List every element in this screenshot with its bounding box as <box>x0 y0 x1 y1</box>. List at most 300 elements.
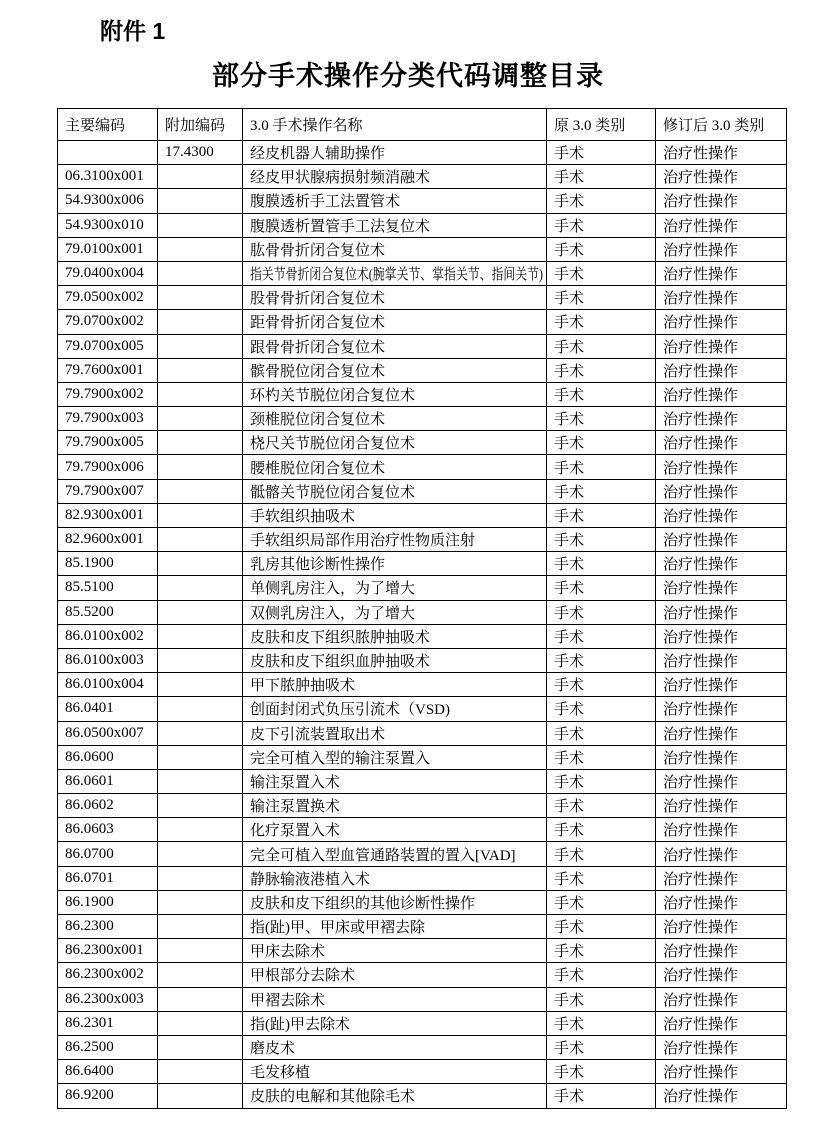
cell-operation-name <box>243 407 547 431</box>
cell-operation-name-text: 腹膜透析置管手工法复位术 <box>250 218 431 235</box>
cell-main-code-text: 79.7900x002 <box>65 385 144 402</box>
cell-original-category <box>547 624 656 648</box>
cell-main-code <box>58 1035 158 1059</box>
cell-main-code <box>58 165 158 189</box>
cell-operation-name <box>243 939 547 963</box>
cell-main-code <box>58 382 158 406</box>
cell-original-category-text: 手术 <box>554 242 585 259</box>
table-row <box>58 261 787 285</box>
cell-main-code <box>58 769 158 793</box>
cell-original-category <box>547 890 656 914</box>
cell-operation-name-text: 指(趾)甲去除术 <box>250 1016 350 1033</box>
cell-main-code <box>58 624 158 648</box>
cell-original-category <box>547 189 656 213</box>
cell-additional-code <box>158 552 243 576</box>
cell-main-code-text: 86.0401 <box>65 700 114 717</box>
cell-operation-name-text: 髌骨脱位闭合复位术 <box>250 363 386 380</box>
cell-revised-category <box>656 794 787 818</box>
cell-revised-category-text: 治疗性操作 <box>663 968 739 985</box>
cell-operation-name-text: 双侧乳房注入，为了增大 <box>250 605 416 622</box>
cell-revised-category <box>656 600 787 624</box>
cell-additional-code <box>158 455 243 479</box>
header-additional-code: 附加编码 <box>158 109 243 141</box>
cell-original-category <box>547 576 656 600</box>
cell-operation-name <box>243 1084 547 1108</box>
code-adjustment-table <box>57 108 787 1109</box>
cell-additional-code <box>158 237 243 261</box>
cell-revised-category-text: 治疗性操作 <box>663 339 739 356</box>
cell-main-code-text: 86.0602 <box>65 797 114 814</box>
cell-original-category <box>547 431 656 455</box>
cell-additional-code <box>158 431 243 455</box>
cell-additional-code <box>158 1011 243 1035</box>
table-row <box>58 455 787 479</box>
cell-main-code <box>58 261 158 285</box>
cell-original-category-text: 手术 <box>554 339 585 356</box>
cell-main-code <box>58 407 158 431</box>
cell-original-category <box>547 1084 656 1108</box>
cell-main-code <box>58 552 158 576</box>
cell-original-category-text: 手术 <box>554 1041 585 1058</box>
table-row <box>58 915 787 939</box>
table-header-row <box>58 109 787 141</box>
cell-original-category-text: 手术 <box>554 557 585 574</box>
cell-revised-category-text: 治疗性操作 <box>663 750 739 767</box>
cell-revised-category-text: 治疗性操作 <box>663 315 739 332</box>
cell-main-code-text: 79.7900x006 <box>65 458 144 475</box>
cell-revised-category-text: 治疗性操作 <box>663 267 739 284</box>
cell-original-category <box>547 479 656 503</box>
table-row <box>58 987 787 1011</box>
table-row <box>58 334 787 358</box>
cell-additional-code <box>158 213 243 237</box>
cell-revised-category <box>656 310 787 334</box>
cell-main-code <box>58 237 158 261</box>
cell-additional-code <box>158 141 243 165</box>
cell-operation-name-text: 创面封闭式负压引流术（VSD) <box>250 702 451 719</box>
cell-revised-category-text: 治疗性操作 <box>663 460 739 477</box>
cell-operation-name-text: 输注泵置入术 <box>250 774 341 791</box>
cell-original-category <box>547 528 656 552</box>
cell-revised-category-text: 治疗性操作 <box>663 702 739 719</box>
cell-revised-category-text: 治疗性操作 <box>663 992 739 1009</box>
table-header <box>58 109 787 141</box>
cell-original-category <box>547 818 656 842</box>
cell-main-code <box>58 721 158 745</box>
cell-operation-name <box>243 165 547 189</box>
cell-original-category-text: 手术 <box>554 484 585 501</box>
cell-main-code <box>58 673 158 697</box>
cell-original-category <box>547 769 656 793</box>
cell-original-category <box>547 745 656 769</box>
cell-main-code <box>58 794 158 818</box>
cell-main-code-text: 85.1900 <box>65 555 114 572</box>
cell-revised-category-text: 治疗性操作 <box>663 920 739 937</box>
cell-operation-name-text: 骶髂关节脱位闭合复位术 <box>250 484 416 501</box>
cell-main-code <box>58 915 158 939</box>
cell-operation-name <box>243 503 547 527</box>
cell-main-code <box>58 431 158 455</box>
cell-revised-category <box>656 503 787 527</box>
cell-additional-code <box>158 794 243 818</box>
cell-operation-name <box>243 915 547 939</box>
cell-operation-name-text: 化疗泵置入术 <box>250 823 341 840</box>
cell-operation-name-text: 甲褶去除术 <box>250 992 326 1009</box>
table-row <box>58 769 787 793</box>
cell-operation-name-text: 腰椎脱位闭合复位术 <box>250 460 386 477</box>
table-row <box>58 237 787 261</box>
cell-revised-category <box>656 721 787 745</box>
cell-revised-category-text: 治疗性操作 <box>663 1065 739 1082</box>
cell-main-code-text: 86.1900 <box>65 893 114 910</box>
cell-additional-code <box>158 866 243 890</box>
table-row <box>58 407 787 431</box>
cell-revised-category-text: 治疗性操作 <box>663 1089 739 1106</box>
cell-additional-code <box>158 576 243 600</box>
cell-original-category-text: 手术 <box>554 581 585 598</box>
table-row <box>58 1035 787 1059</box>
cell-original-category <box>547 600 656 624</box>
cell-operation-name-text: 皮下引流装置取出术 <box>250 726 386 743</box>
cell-original-category-text: 手术 <box>554 847 585 864</box>
cell-revised-category <box>656 673 787 697</box>
cell-revised-category-text: 治疗性操作 <box>663 629 739 646</box>
cell-operation-name <box>243 963 547 987</box>
cell-additional-code <box>158 189 243 213</box>
cell-original-category-text: 手术 <box>554 194 585 211</box>
cell-additional-code <box>158 165 243 189</box>
cell-revised-category-text: 治疗性操作 <box>663 871 739 888</box>
cell-revised-category-text: 治疗性操作 <box>663 944 739 961</box>
cell-revised-category <box>656 213 787 237</box>
cell-revised-category <box>656 939 787 963</box>
cell-main-code <box>58 842 158 866</box>
table-row <box>58 721 787 745</box>
cell-original-category <box>547 286 656 310</box>
cell-main-code <box>58 648 158 672</box>
cell-main-code-text: 86.0601 <box>65 772 114 789</box>
cell-original-category-text: 手术 <box>554 920 585 937</box>
cell-main-code-text: 86.2300x002 <box>65 966 144 983</box>
cell-original-category-text: 手术 <box>554 895 585 912</box>
cell-revised-category-text: 治疗性操作 <box>663 581 739 598</box>
table-row <box>58 382 787 406</box>
cell-revised-category <box>656 455 787 479</box>
cell-original-category <box>547 915 656 939</box>
cell-operation-name-text: 肱骨骨折闭合复位术 <box>250 242 386 259</box>
cell-main-code-text: 79.7900x005 <box>65 434 144 451</box>
header-operation-name: 3.0 手术操作名称 <box>243 109 547 141</box>
cell-operation-name <box>243 866 547 890</box>
cell-original-category-text: 手术 <box>554 291 585 308</box>
cell-original-category-text: 手术 <box>554 944 585 961</box>
cell-revised-category <box>656 818 787 842</box>
cell-original-category-text: 手术 <box>554 460 585 477</box>
cell-main-code-text: 54.9300x006 <box>65 192 144 209</box>
cell-revised-category <box>656 842 787 866</box>
cell-additional-code <box>158 1035 243 1059</box>
cell-additional-code <box>158 358 243 382</box>
cell-revised-category-text: 治疗性操作 <box>663 774 739 791</box>
cell-operation-name-text: 完全可植入型血管通路装置的置入[VAD] <box>250 847 516 864</box>
table-row <box>58 890 787 914</box>
header-original-category: 原 3.0 类别 <box>547 109 656 141</box>
cell-revised-category-text: 治疗性操作 <box>663 508 739 525</box>
table-row <box>58 963 787 987</box>
table-row <box>58 213 787 237</box>
cell-revised-category-text: 治疗性操作 <box>663 436 739 453</box>
header-revised-category: 修订后 3.0 类别 <box>656 109 787 141</box>
cell-main-code <box>58 1011 158 1035</box>
cell-revised-category <box>656 431 787 455</box>
cell-operation-name <box>243 673 547 697</box>
cell-operation-name <box>243 455 547 479</box>
cell-additional-code <box>158 600 243 624</box>
cell-revised-category-text: 治疗性操作 <box>663 678 739 695</box>
cell-main-code <box>58 890 158 914</box>
cell-main-code-text: 54.9300x010 <box>65 216 144 233</box>
cell-operation-name <box>243 648 547 672</box>
cell-revised-category-text: 治疗性操作 <box>663 194 739 211</box>
cell-operation-name-text: 跟骨骨折闭合复位术 <box>250 339 386 356</box>
cell-operation-name-text: 指关节骨折闭合复位术(腕掌关节、掌指关节、指间关节) <box>250 267 543 284</box>
cell-operation-name-text: 乳房其他诊断性操作 <box>250 557 386 574</box>
cell-revised-category <box>656 237 787 261</box>
cell-revised-category <box>656 1035 787 1059</box>
cell-operation-name <box>243 479 547 503</box>
cell-additional-code <box>158 963 243 987</box>
cell-revised-category <box>656 1084 787 1108</box>
cell-revised-category-text: 治疗性操作 <box>663 533 739 550</box>
cell-additional-code <box>158 721 243 745</box>
cell-revised-category-text: 治疗性操作 <box>663 218 739 235</box>
cell-additional-code <box>158 842 243 866</box>
cell-original-category <box>547 721 656 745</box>
cell-operation-name <box>243 624 547 648</box>
cell-revised-category-text: 治疗性操作 <box>663 363 739 380</box>
cell-operation-name-text: 腹膜透析手工法置管术 <box>250 194 401 211</box>
cell-original-category-text: 手术 <box>554 1065 585 1082</box>
cell-revised-category-text: 治疗性操作 <box>663 895 739 912</box>
cell-main-code <box>58 455 158 479</box>
cell-main-code <box>58 1060 158 1084</box>
cell-main-code <box>58 141 158 165</box>
cell-original-category <box>547 358 656 382</box>
cell-operation-name <box>243 358 547 382</box>
cell-revised-category-text: 治疗性操作 <box>663 412 739 429</box>
cell-main-code <box>58 963 158 987</box>
cell-additional-code <box>158 818 243 842</box>
cell-main-code-text: 82.9600x001 <box>65 531 144 548</box>
header-main-code: 主要编码 <box>58 109 158 141</box>
cell-main-code-text: 85.5100 <box>65 579 114 596</box>
cell-revised-category <box>656 769 787 793</box>
table-row <box>58 842 787 866</box>
cell-additional-code <box>158 310 243 334</box>
cell-revised-category <box>656 382 787 406</box>
cell-additional-code <box>158 1084 243 1108</box>
cell-main-code <box>58 528 158 552</box>
table-row <box>58 818 787 842</box>
cell-main-code <box>58 189 158 213</box>
cell-main-code <box>58 745 158 769</box>
cell-main-code-text: 85.5200 <box>65 603 114 620</box>
cell-revised-category <box>656 963 787 987</box>
cell-revised-category-text: 治疗性操作 <box>663 557 739 574</box>
cell-operation-name <box>243 141 547 165</box>
cell-original-category-text: 手术 <box>554 387 585 404</box>
cell-main-code-text: 86.0100x003 <box>65 652 144 669</box>
cell-main-code <box>58 939 158 963</box>
cell-operation-name <box>243 310 547 334</box>
cell-main-code-text: 86.0700 <box>65 845 114 862</box>
cell-additional-code <box>158 769 243 793</box>
cell-main-code <box>58 697 158 721</box>
cell-original-category-text: 手术 <box>554 363 585 380</box>
cell-original-category-text: 手术 <box>554 654 585 671</box>
cell-operation-name-text: 完全可植入型的输注泵置入 <box>250 750 431 767</box>
cell-main-code-text: 79.0100x001 <box>65 240 144 257</box>
cell-original-category <box>547 1035 656 1059</box>
cell-original-category <box>547 1060 656 1084</box>
cell-main-code-text: 86.2300x003 <box>65 990 144 1007</box>
cell-original-category <box>547 503 656 527</box>
cell-main-code-text: 86.0100x004 <box>65 676 144 693</box>
cell-revised-category-text: 治疗性操作 <box>663 823 739 840</box>
cell-original-category-text: 手术 <box>554 702 585 719</box>
cell-revised-category <box>656 407 787 431</box>
cell-main-code-text: 79.0700x002 <box>65 313 144 330</box>
cell-main-code <box>58 818 158 842</box>
cell-revised-category <box>656 866 787 890</box>
cell-operation-name-text: 股骨骨折闭合复位术 <box>250 291 386 308</box>
cell-main-code-text: 86.2301 <box>65 1014 114 1031</box>
cell-operation-name <box>243 261 547 285</box>
table-row <box>58 165 787 189</box>
cell-original-category-text: 手术 <box>554 508 585 525</box>
cell-revised-category <box>656 745 787 769</box>
cell-revised-category <box>656 141 787 165</box>
cell-main-code-text: 86.0100x002 <box>65 627 144 644</box>
cell-main-code <box>58 479 158 503</box>
cell-main-code-text: 79.0700x005 <box>65 337 144 354</box>
cell-original-category <box>547 213 656 237</box>
cell-additional-code <box>158 624 243 648</box>
cell-revised-category-text: 治疗性操作 <box>663 654 739 671</box>
cell-original-category-text: 手术 <box>554 968 585 985</box>
cell-operation-name <box>243 576 547 600</box>
cell-revised-category-text: 治疗性操作 <box>663 146 739 163</box>
cell-operation-name <box>243 382 547 406</box>
cell-original-category-text: 手术 <box>554 170 585 187</box>
cell-main-code <box>58 213 158 237</box>
cell-operation-name <box>243 431 547 455</box>
cell-operation-name <box>243 769 547 793</box>
cell-revised-category <box>656 697 787 721</box>
cell-original-category-text: 手术 <box>554 750 585 767</box>
cell-operation-name-text: 甲床去除术 <box>250 944 326 961</box>
cell-operation-name-text: 环杓关节脱位闭合复位术 <box>250 387 416 404</box>
cell-original-category <box>547 648 656 672</box>
table-row <box>58 1084 787 1108</box>
cell-operation-name-text: 甲根部分去除术 <box>250 968 356 985</box>
cell-original-category-text: 手术 <box>554 1089 585 1106</box>
cell-main-code-text: 79.7900x003 <box>65 410 144 427</box>
cell-operation-name <box>243 213 547 237</box>
cell-operation-name <box>243 552 547 576</box>
cell-main-code-text: 86.0701 <box>65 869 114 886</box>
cell-main-code <box>58 503 158 527</box>
cell-additional-code <box>158 407 243 431</box>
cell-revised-category <box>656 528 787 552</box>
cell-operation-name-text: 磨皮术 <box>250 1041 296 1058</box>
cell-main-code-text: 79.0400x004 <box>65 265 144 282</box>
cell-additional-code <box>158 987 243 1011</box>
cell-revised-category <box>656 624 787 648</box>
cell-main-code-text: 86.2300x001 <box>65 942 144 959</box>
cell-additional-code <box>158 745 243 769</box>
cell-operation-name-text: 皮肤的电解和其他除毛术 <box>250 1089 416 1106</box>
cell-operation-name <box>243 1060 547 1084</box>
cell-original-category-text: 手术 <box>554 218 585 235</box>
cell-operation-name <box>243 286 547 310</box>
cell-additional-code <box>158 503 243 527</box>
cell-original-category-text: 手术 <box>554 871 585 888</box>
cell-revised-category <box>656 1060 787 1084</box>
table-row <box>58 189 787 213</box>
cell-operation-name-text: 指(趾)甲、甲床或甲褶去除 <box>250 920 425 937</box>
cell-additional-code <box>158 286 243 310</box>
cell-operation-name <box>243 745 547 769</box>
cell-revised-category <box>656 1011 787 1035</box>
cell-operation-name-text: 桡尺关节脱位闭合复位术 <box>250 436 416 453</box>
cell-operation-name <box>243 528 547 552</box>
cell-operation-name <box>243 600 547 624</box>
cell-main-code <box>58 987 158 1011</box>
cell-original-category <box>547 552 656 576</box>
table-row <box>58 528 787 552</box>
cell-main-code <box>58 334 158 358</box>
table-row <box>58 286 787 310</box>
cell-main-code-text: 86.0603 <box>65 821 114 838</box>
cell-original-category <box>547 310 656 334</box>
cell-main-code-text: 06.3100x001 <box>65 168 144 185</box>
cell-operation-name <box>243 237 547 261</box>
table-row <box>58 1011 787 1035</box>
cell-original-category-text: 手术 <box>554 992 585 1009</box>
cell-operation-name-text: 单侧乳房注入，为了增大 <box>250 581 416 598</box>
cell-operation-name-text: 皮肤和皮下组织的其他诊断性操作 <box>250 895 476 912</box>
cell-revised-category-text: 治疗性操作 <box>663 847 739 864</box>
cell-main-code-text: 86.9200 <box>65 1087 114 1104</box>
cell-operation-name-text: 经皮甲状腺病损射频消融术 <box>250 170 431 187</box>
cell-original-category <box>547 141 656 165</box>
cell-additional-code <box>158 915 243 939</box>
cell-main-code-text: 86.6400 <box>65 1063 114 1080</box>
cell-revised-category <box>656 890 787 914</box>
cell-original-category <box>547 794 656 818</box>
table-row <box>58 794 787 818</box>
cell-operation-name-text: 经皮机器人辅助操作 <box>250 146 386 163</box>
cell-operation-name <box>243 1035 547 1059</box>
cell-additional-code <box>158 648 243 672</box>
cell-original-category-text: 手术 <box>554 1016 585 1033</box>
cell-original-category <box>547 382 656 406</box>
cell-original-category <box>547 165 656 189</box>
cell-additional-code <box>158 890 243 914</box>
cell-additional-code <box>158 939 243 963</box>
cell-revised-category <box>656 915 787 939</box>
